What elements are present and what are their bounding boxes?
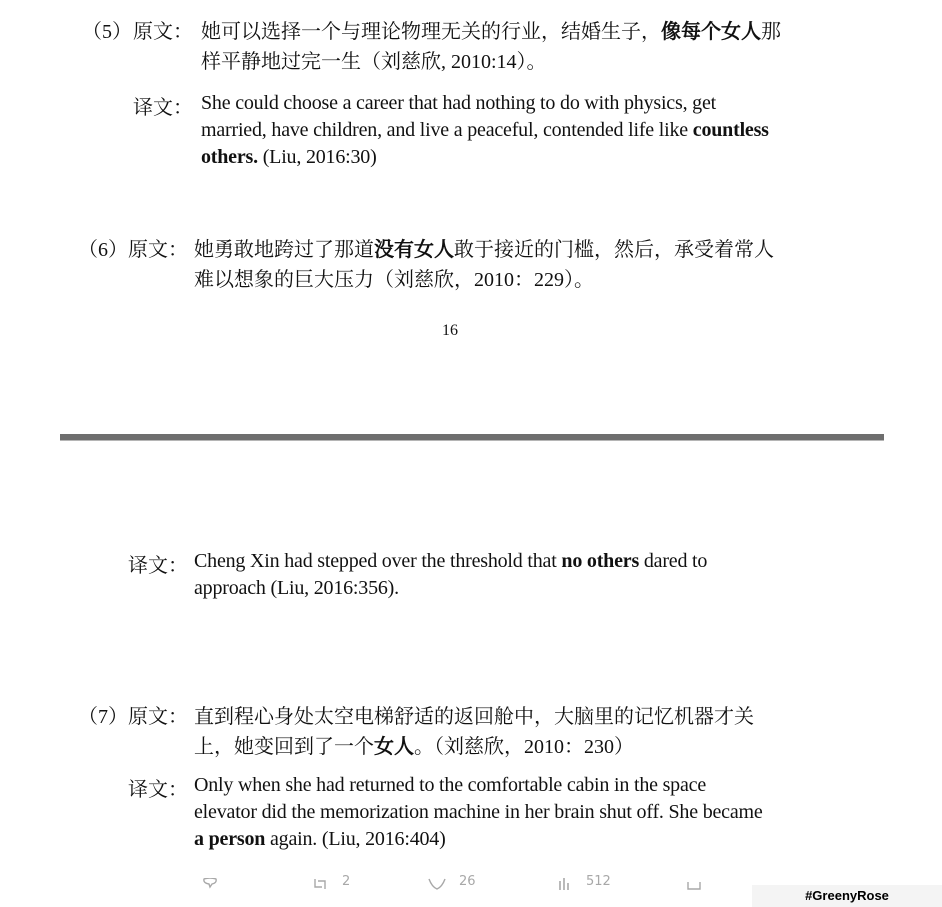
ex6-source-line1: 她勇敢地跨过了那道没有女人敢于接近的门槛，然后，承受着常人 [194,239,774,261]
ex7-translation-line1: Only when she had returned to the comfortable cabin in the space [194,774,707,796]
ex5-source-line1: 她可以选择一个与理论物理无关的行业，结婚生子，像每个女人那 [201,21,781,43]
ex7-source-line2: 上，她变回到了一个女人。（刘慈欣，2010：230） [194,736,634,758]
ex6-source-line2: 难以想象的巨大压力（刘慈欣，2010：229）。 [194,269,594,291]
ex5-source-label: 原文： [133,21,193,43]
watermark: #GreenyRose [752,885,942,907]
ex7-source-line1: 直到程心身处太空电梯舒适的返回舱中，大脑里的记忆机器才关 [194,706,754,728]
ex6-translation-label: 译文： [128,555,188,577]
retweet-count: 2 [342,874,351,889]
page-number: 16 [442,322,458,339]
ex7-source-label: 原文： [128,706,188,728]
ex5-number: （5） [82,21,132,43]
ex7-number: （7） [78,706,128,728]
share-icon[interactable] [687,878,701,894]
retweet-icon[interactable] [312,878,328,894]
ex5-translation-label: 译文： [133,97,193,119]
reply-icon[interactable] [202,878,218,894]
ex5-source-line2: 样平静地过完一生（刘慈欣, 2010:14）。 [201,51,547,73]
ex5-translation-line2: married, have children, and live a peaceful, contended life like countless [201,119,769,141]
ex6-translation-line1: Cheng Xin had stepped over the threshold that no others dared to [194,550,708,572]
ex7-translation-line3: a person again. (Liu, 2016:404) [194,828,446,850]
ex5-translation-line1: She could choose a career that had nothing to do with physics, get [201,92,717,114]
ex6-translation-line2: approach (Liu, 2016:356). [194,577,399,599]
ex5-translation-line3: others. (Liu, 2016:30) [201,146,377,168]
views-count: 512 [586,874,611,889]
bar-chart-icon[interactable] [558,878,572,894]
ex6-number: （6） [78,239,128,261]
heart-icon[interactable] [428,878,446,894]
ex7-translation-line2: elevator did the memorization machine in her brain shut off. She became [194,801,763,823]
ex6-source-label: 原文： [128,239,188,261]
like-count: 26 [459,874,476,889]
ex7-translation-label: 译文： [128,779,188,801]
page-divider [60,434,884,441]
